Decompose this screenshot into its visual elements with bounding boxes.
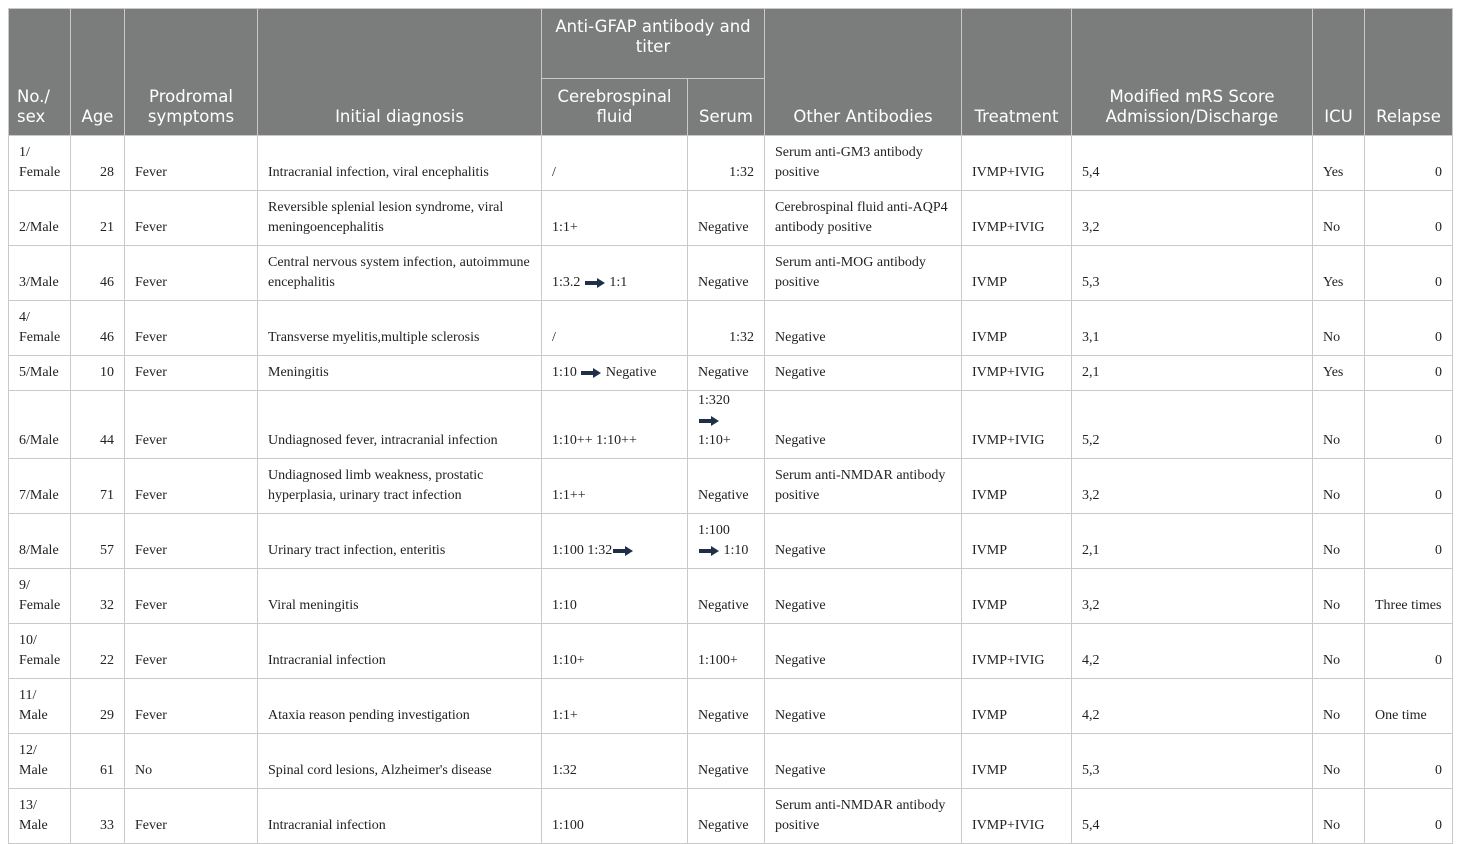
cell-csf: 1:10+ bbox=[542, 624, 688, 679]
cell-mrs: 3,1 bbox=[1072, 301, 1313, 356]
cell-relapse: 0 bbox=[1365, 734, 1453, 789]
cell-icu: Yes bbox=[1313, 136, 1365, 191]
cell-no-sex: 1/ Female bbox=[9, 136, 71, 191]
cell-serum: 1:32 bbox=[688, 136, 765, 191]
cell-no-sex: 13/ Male bbox=[9, 789, 71, 844]
cell-relapse: 0 bbox=[1365, 301, 1453, 356]
cell-icu: No bbox=[1313, 459, 1365, 514]
header-relapse: Relapse bbox=[1365, 9, 1453, 136]
cell-icu: No bbox=[1313, 734, 1365, 789]
serum-after: 1:10 bbox=[723, 543, 749, 558]
cell-diagnosis: Intracranial infection bbox=[258, 624, 542, 679]
cell-mrs: 4,2 bbox=[1072, 624, 1313, 679]
csf-before: 1:10 bbox=[552, 365, 577, 380]
cell-no-sex: 6/Male bbox=[9, 391, 71, 459]
cell-relapse: 0 bbox=[1365, 191, 1453, 246]
cell-treatment: IVMP+IVIG bbox=[962, 356, 1072, 391]
cell-prodromal: Fever bbox=[125, 136, 258, 191]
cell-serum bbox=[688, 514, 765, 569]
cell-other-antibodies: Negative bbox=[765, 356, 962, 391]
cell-csf: 1:100 bbox=[542, 789, 688, 844]
csf-after: Negative bbox=[605, 365, 657, 380]
cell-serum: Negative bbox=[688, 569, 765, 624]
cell-csf: 1:10++ 1:10++ bbox=[542, 391, 688, 459]
cell-serum: Negative bbox=[688, 789, 765, 844]
cell-other-antibodies: Negative bbox=[765, 734, 962, 789]
cell-mrs: 5,4 bbox=[1072, 789, 1313, 844]
cell-other-antibodies: Cerebrospinal fluid anti-AQP4 antibody positive bbox=[765, 191, 962, 246]
table-row bbox=[9, 624, 1453, 679]
table-row bbox=[9, 514, 1453, 569]
cell-other-antibodies: Serum anti-MOG antibody positive bbox=[765, 246, 962, 301]
cell-mrs: 3,2 bbox=[1072, 569, 1313, 624]
cell-relapse: 0 bbox=[1365, 514, 1453, 569]
cell-prodromal: Fever bbox=[125, 356, 258, 391]
cell-age: 46 bbox=[71, 246, 125, 301]
cell-no-sex: 4/ Female bbox=[9, 301, 71, 356]
cell-other-antibodies: Negative bbox=[765, 569, 962, 624]
cell-csf: 1:1++ bbox=[542, 459, 688, 514]
cell-no-sex: 3/Male bbox=[9, 246, 71, 301]
cell-relapse: One time bbox=[1365, 679, 1453, 734]
table-row bbox=[9, 789, 1453, 844]
cell-diagnosis: Transverse myelitis,multiple sclerosis bbox=[258, 301, 542, 356]
header-mrs: Modified mRS Score Admission/Discharge bbox=[1072, 9, 1313, 136]
cell-age: 10 bbox=[71, 356, 125, 391]
cell-prodromal: Fever bbox=[125, 459, 258, 514]
cell-relapse: Three times bbox=[1365, 569, 1453, 624]
cell-age: 44 bbox=[71, 391, 125, 459]
cell-diagnosis: Intracranial infection bbox=[258, 789, 542, 844]
cell-treatment: IVMP bbox=[962, 569, 1072, 624]
cell-age: 57 bbox=[71, 514, 125, 569]
cell-other-antibodies: Negative bbox=[765, 514, 962, 569]
cell-icu: No bbox=[1313, 301, 1365, 356]
header-icu: ICU bbox=[1313, 9, 1365, 136]
right-arrow-icon bbox=[699, 546, 719, 556]
cell-serum bbox=[688, 391, 765, 459]
cell-serum: 1:100+ bbox=[688, 624, 765, 679]
cell-csf: 1:32 bbox=[542, 734, 688, 789]
cell-mrs: 5,3 bbox=[1072, 734, 1313, 789]
cell-prodromal: No bbox=[125, 734, 258, 789]
cell-no-sex: 2/Male bbox=[9, 191, 71, 246]
cell-treatment: IVMP bbox=[962, 301, 1072, 356]
header-prodromal: Prodromal symptoms bbox=[125, 9, 258, 136]
table-row bbox=[9, 734, 1453, 789]
serum-before: 1:320 bbox=[698, 393, 730, 408]
cell-csf: 1:1+ bbox=[542, 191, 688, 246]
header-serum: Serum bbox=[688, 79, 765, 136]
patient-table bbox=[8, 8, 1453, 844]
cell-relapse: 0 bbox=[1365, 459, 1453, 514]
cell-mrs: 3,2 bbox=[1072, 459, 1313, 514]
cell-icu: No bbox=[1313, 789, 1365, 844]
cell-treatment: IVMP+IVIG bbox=[962, 191, 1072, 246]
cell-serum: 1:32 bbox=[688, 301, 765, 356]
cell-age: 29 bbox=[71, 679, 125, 734]
cell-other-antibodies: Negative bbox=[765, 391, 962, 459]
cell-prodromal: Fever bbox=[125, 624, 258, 679]
cell-icu: No bbox=[1313, 624, 1365, 679]
cell-no-sex: 8/Male bbox=[9, 514, 71, 569]
csf-after: 1:1 bbox=[609, 275, 628, 290]
header-initial-diagnosis: Initial diagnosis bbox=[258, 9, 542, 136]
cell-csf bbox=[542, 246, 688, 301]
table-row bbox=[9, 356, 1453, 391]
cell-prodromal: Fever bbox=[125, 246, 258, 301]
cell-mrs: 3,2 bbox=[1072, 191, 1313, 246]
table-row bbox=[9, 191, 1453, 246]
cell-treatment: IVMP+IVIG bbox=[962, 624, 1072, 679]
header-other-antibodies: Other Antibodies bbox=[765, 9, 962, 136]
cell-age: 71 bbox=[71, 459, 125, 514]
cell-prodromal: Fever bbox=[125, 569, 258, 624]
cell-age: 22 bbox=[71, 624, 125, 679]
cell-serum: Negative bbox=[688, 459, 765, 514]
cell-csf: 1:1+ bbox=[542, 679, 688, 734]
cell-mrs: 4,2 bbox=[1072, 679, 1313, 734]
cell-other-antibodies: Negative bbox=[765, 624, 962, 679]
header-age: Age bbox=[71, 9, 125, 136]
cell-mrs: 2,1 bbox=[1072, 356, 1313, 391]
cell-treatment: IVMP bbox=[962, 459, 1072, 514]
header-treatment: Treatment bbox=[962, 9, 1072, 136]
cell-csf: / bbox=[542, 301, 688, 356]
cell-csf bbox=[542, 356, 688, 391]
cell-diagnosis: Reversible splenial lesion syndrome, viral meningoencephalitis bbox=[258, 191, 542, 246]
table-body bbox=[9, 136, 1453, 844]
header-gfap-group: Anti-GFAP antibody and titer bbox=[542, 9, 765, 79]
cell-treatment: IVMP bbox=[962, 734, 1072, 789]
csf-before: 1:3.2 bbox=[552, 275, 581, 290]
cell-icu: No bbox=[1313, 191, 1365, 246]
cell-mrs: 5,3 bbox=[1072, 246, 1313, 301]
cell-prodromal: Fever bbox=[125, 301, 258, 356]
cell-diagnosis: Viral meningitis bbox=[258, 569, 542, 624]
right-arrow-icon bbox=[613, 546, 633, 556]
table-row bbox=[9, 459, 1453, 514]
table-row bbox=[9, 569, 1453, 624]
cell-diagnosis: Meningitis bbox=[258, 356, 542, 391]
cell-other-antibodies: Serum anti-GM3 antibody positive bbox=[765, 136, 962, 191]
cell-icu: No bbox=[1313, 514, 1365, 569]
table-row bbox=[9, 679, 1453, 734]
table-row bbox=[9, 246, 1453, 301]
cell-treatment: IVMP bbox=[962, 246, 1072, 301]
cell-icu: Yes bbox=[1313, 356, 1365, 391]
cell-diagnosis: Intracranial infection, viral encephalitis bbox=[258, 136, 542, 191]
cell-treatment: IVMP+IVIG bbox=[962, 136, 1072, 191]
right-arrow-icon bbox=[699, 416, 719, 426]
cell-age: 33 bbox=[71, 789, 125, 844]
table-row bbox=[9, 301, 1453, 356]
cell-csf: 1:10 bbox=[542, 569, 688, 624]
table-row bbox=[9, 136, 1453, 191]
cell-relapse: 0 bbox=[1365, 391, 1453, 459]
cell-relapse: 0 bbox=[1365, 136, 1453, 191]
cell-icu: No bbox=[1313, 391, 1365, 459]
cell-csf: / bbox=[542, 136, 688, 191]
cell-treatment: IVMP bbox=[962, 679, 1072, 734]
cell-serum: Negative bbox=[688, 679, 765, 734]
cell-icu: No bbox=[1313, 569, 1365, 624]
cell-age: 28 bbox=[71, 136, 125, 191]
cell-treatment: IVMP+IVIG bbox=[962, 789, 1072, 844]
cell-diagnosis: Spinal cord lesions, Alzheimer's disease bbox=[258, 734, 542, 789]
cell-relapse: 0 bbox=[1365, 356, 1453, 391]
cell-diagnosis: Urinary tract infection, enteritis bbox=[258, 514, 542, 569]
cell-no-sex: 9/ Female bbox=[9, 569, 71, 624]
cell-treatment: IVMP bbox=[962, 514, 1072, 569]
cell-age: 46 bbox=[71, 301, 125, 356]
cell-prodromal: Fever bbox=[125, 191, 258, 246]
cell-no-sex: 5/Male bbox=[9, 356, 71, 391]
cell-serum: Negative bbox=[688, 734, 765, 789]
cell-no-sex: 10/ Female bbox=[9, 624, 71, 679]
cell-mrs: 2,1 bbox=[1072, 514, 1313, 569]
cell-prodromal: Fever bbox=[125, 514, 258, 569]
table-row bbox=[9, 391, 1453, 459]
cell-diagnosis: Ataxia reason pending investigation bbox=[258, 679, 542, 734]
cell-other-antibodies: Serum anti-NMDAR antibody positive bbox=[765, 789, 962, 844]
cell-serum: Negative bbox=[688, 356, 765, 391]
cell-no-sex: 7/Male bbox=[9, 459, 71, 514]
cell-icu: Yes bbox=[1313, 246, 1365, 301]
cell-other-antibodies: Negative bbox=[765, 679, 962, 734]
cell-other-antibodies: Negative bbox=[765, 301, 962, 356]
cell-prodromal: Fever bbox=[125, 789, 258, 844]
right-arrow-icon bbox=[585, 278, 605, 288]
cell-relapse: 0 bbox=[1365, 246, 1453, 301]
cell-prodromal: Fever bbox=[125, 391, 258, 459]
cell-icu: No bbox=[1313, 679, 1365, 734]
cell-other-antibodies: Serum anti-NMDAR antibody positive bbox=[765, 459, 962, 514]
cell-age: 61 bbox=[71, 734, 125, 789]
cell-relapse: 0 bbox=[1365, 789, 1453, 844]
cell-mrs: 5,4 bbox=[1072, 136, 1313, 191]
serum-before: 1:100 bbox=[698, 523, 730, 538]
cell-treatment: IVMP+IVIG bbox=[962, 391, 1072, 459]
cell-no-sex: 11/ Male bbox=[9, 679, 71, 734]
header-row bbox=[9, 9, 1453, 79]
cell-diagnosis: Undiagnosed limb weakness, prostatic hyperplasia, urinary tract infection bbox=[258, 459, 542, 514]
csf-before: 1:100 1:32 bbox=[552, 543, 613, 558]
serum-after: 1:10+ bbox=[698, 433, 731, 448]
cell-csf bbox=[542, 514, 688, 569]
cell-relapse: 0 bbox=[1365, 624, 1453, 679]
cell-diagnosis: Undiagnosed fever, intracranial infection bbox=[258, 391, 542, 459]
cell-no-sex: 12/ Male bbox=[9, 734, 71, 789]
cell-age: 32 bbox=[71, 569, 125, 624]
cell-serum: Negative bbox=[688, 246, 765, 301]
right-arrow-icon bbox=[581, 368, 601, 378]
header-csf: Cerebrospinal fluid bbox=[542, 79, 688, 136]
header-no-sex: No./ sex bbox=[9, 9, 71, 136]
cell-age: 21 bbox=[71, 191, 125, 246]
cell-prodromal: Fever bbox=[125, 679, 258, 734]
cell-diagnosis: Central nervous system infection, autoimmune encephalitis bbox=[258, 246, 542, 301]
cell-serum: Negative bbox=[688, 191, 765, 246]
cell-mrs: 5,2 bbox=[1072, 391, 1313, 459]
